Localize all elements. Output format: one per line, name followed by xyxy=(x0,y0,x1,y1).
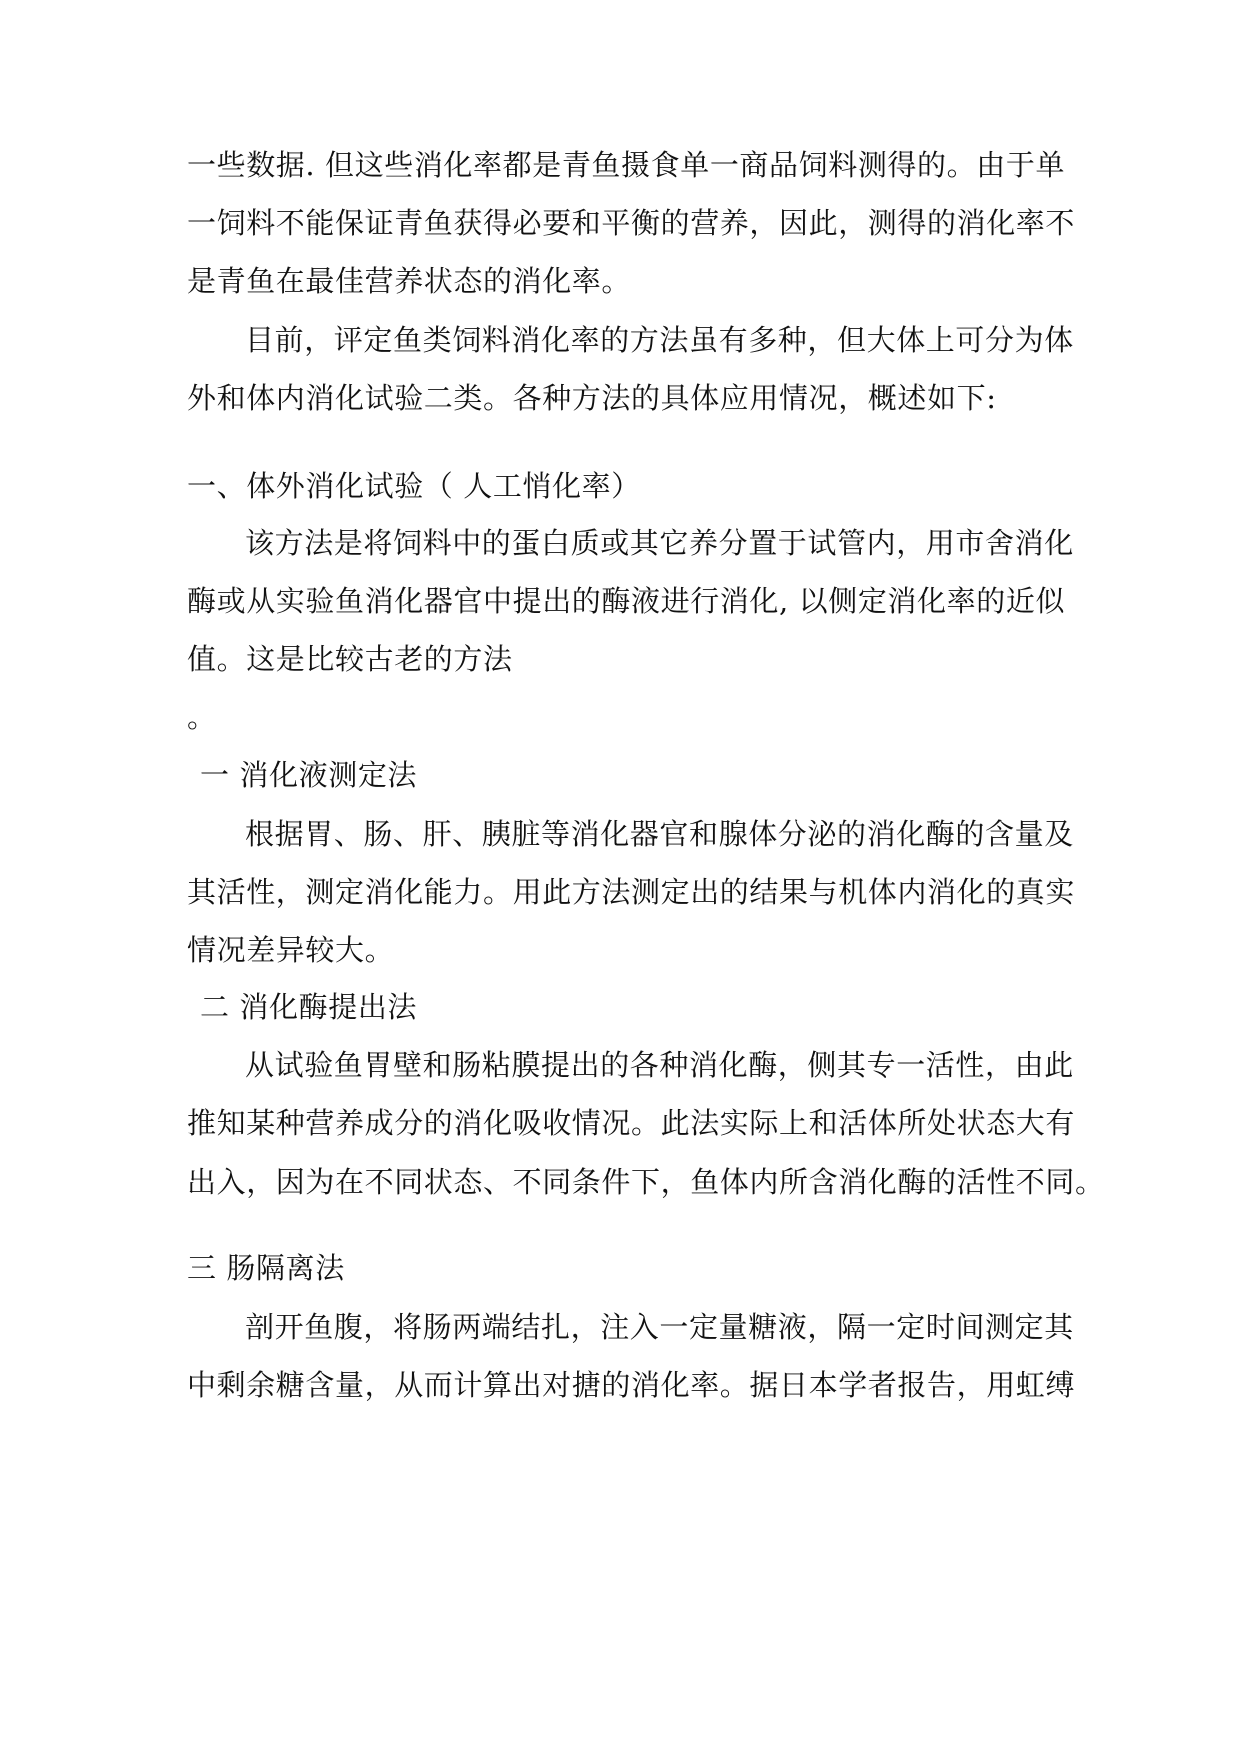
paragraph-start-line: 剖开鱼腹，将肠两端结扎，注入一定量糖液，隔一定时间测定其 xyxy=(245,1310,1074,1344)
subsection-heading: 二 消化酶提出法 xyxy=(200,990,418,1024)
body-text-line: 是青鱼在最佳营养状态的消化率。 xyxy=(187,264,632,298)
body-text-line: 情况差异较大。 xyxy=(187,933,395,967)
paragraph-start-line: 根据胃、肠、肝、胰脏等消化器官和腺体分泌的消化酶的含量及 xyxy=(245,817,1074,851)
subsection-heading: 三 肠隔离法 xyxy=(187,1251,345,1285)
paragraph-start-line: 从试验鱼胃壁和肠粘膜提出的各种消化酶，侧其专一活性，由此 xyxy=(245,1048,1074,1082)
paragraph-start-line: 目前，评定鱼类饲料消化率的方法虽有多种，但大体上可分为体 xyxy=(245,323,1074,357)
body-text-line: 出入，因为在不同状态、不同条件下，鱼体内所含消化酶的活性不同。 xyxy=(187,1165,1105,1199)
body-text-line: 值。这是比较古老的方法 xyxy=(187,642,513,676)
body-text-line: 其活性，测定消化能力。用此方法测定出的结果与机体内消化的真实 xyxy=(187,875,1076,909)
section-heading: 一、体外消化试验（ 人工悄化率） xyxy=(187,469,641,503)
body-text-line: 。 xyxy=(187,700,217,734)
subsection-heading: 一 消化液测定法 xyxy=(200,758,418,792)
body-text-line: 一饲料不能保证青鱼获得必要和平衡的营养，因此，测得的消化率不 xyxy=(187,206,1076,240)
paragraph-start-line: 该方法是将饲料中的蛋白质或其它养分置于试管内，用市舍消化 xyxy=(245,526,1074,560)
body-text-line: 推知某种营养成分的消化吸收情况。此法实际上和活体所处状态大有 xyxy=(187,1106,1076,1140)
body-text-line: 一些数据. 但这些消化率都是青鱼摄食单一商品饲料测得的。由于单 xyxy=(187,148,1066,182)
body-text-line: 中剩余糖含量，从而计算出对搪的消化率。据日本学者报告，用虹缚 xyxy=(187,1368,1076,1402)
body-text-line: 外和体内消化试验二类。各种方法的具体应用情况，概述如下: xyxy=(187,381,997,415)
body-text-line: 酶或从实验鱼消化器官中提出的酶液进行消化, 以侧定消化率的近似 xyxy=(187,584,1066,618)
